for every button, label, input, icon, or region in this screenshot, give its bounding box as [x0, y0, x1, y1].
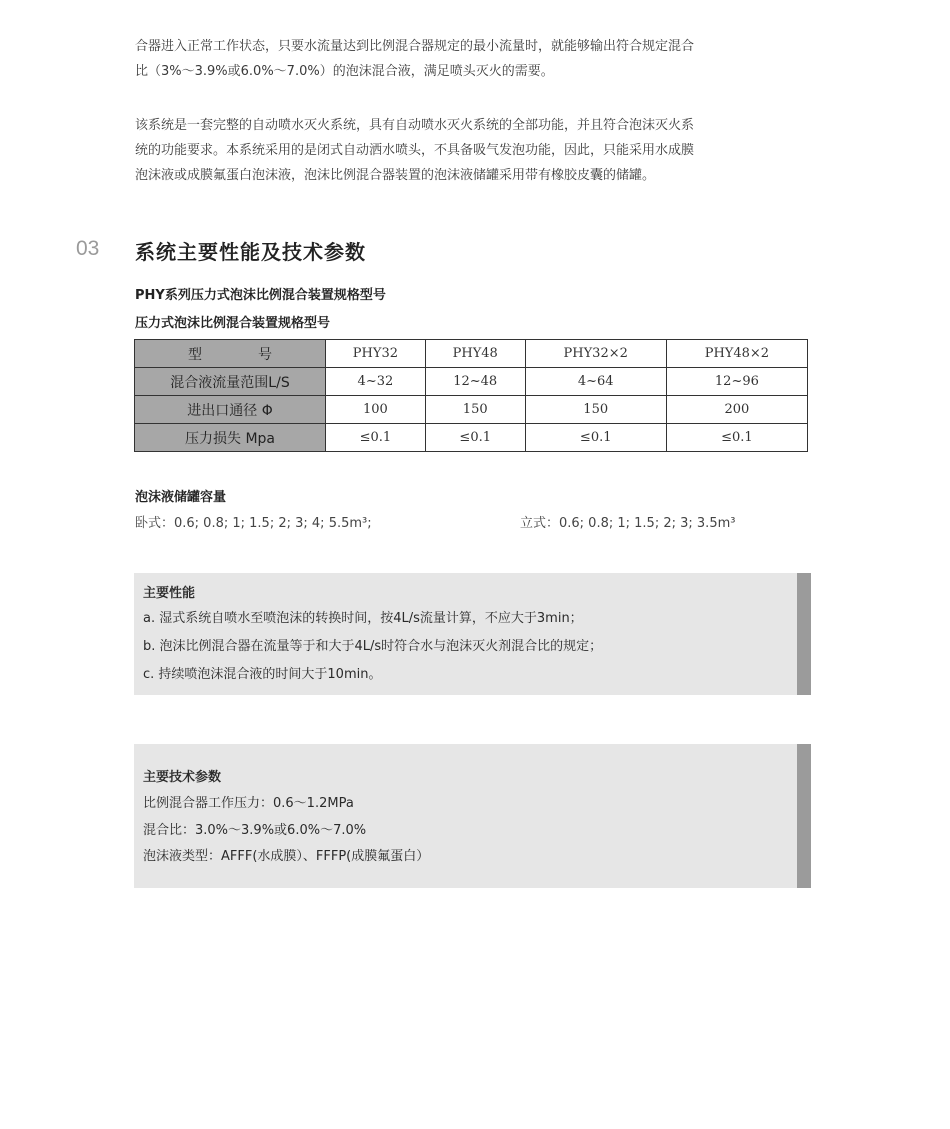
spec-table: [134, 339, 808, 452]
table-cell: PHY48×2: [666, 340, 807, 368]
performance-title: 主要性能: [143, 586, 196, 601]
parameters-item: 比例混合器工作压力：0.6～1.2MPa: [143, 796, 354, 811]
parameters-item: 混合比：3.0%～3.9%或6.0%～7.0%: [143, 823, 367, 838]
table-cell: 4~32: [326, 368, 426, 396]
section-number: 03: [76, 237, 100, 260]
table-row: [135, 424, 808, 452]
subheading-series: PHY系列压力式泡沫比例混合装置规格型号: [135, 288, 386, 303]
table-cell: PHY48: [425, 340, 525, 368]
row-header: 压力损失 Mpa: [135, 424, 326, 452]
performance-box: [134, 573, 811, 695]
table-cell: 150: [425, 396, 525, 424]
table-cell: ≤0.1: [525, 424, 666, 452]
subheading-table: 压力式泡沫比例混合装置规格型号: [135, 316, 331, 331]
parameters-item: 泡沫液类型：AFFF(水成膜）、FFFP(成膜氟蛋白）: [143, 849, 430, 864]
table-row: [135, 368, 808, 396]
row-header: 型 号: [135, 340, 326, 368]
table-cell: 150: [525, 396, 666, 424]
intro-line: 合器进入正常工作状态，只要水流量达到比例混合器规定的最小流量时，就能够输出符合规定混合: [135, 39, 695, 54]
table-cell: 200: [666, 396, 807, 424]
tank-horizontal-capacities: 卧式：0.6; 0.8; 1; 1.5; 2; 3; 4; 5.5m³;: [135, 516, 372, 531]
table-cell: PHY32×2: [525, 340, 666, 368]
table-cell: ≤0.1: [425, 424, 525, 452]
box-accent-bar: [797, 573, 811, 695]
table-cell: 12~48: [425, 368, 525, 396]
tank-capacity-title: 泡沫液储罐容量: [135, 490, 227, 505]
table-cell: ≤0.1: [326, 424, 426, 452]
performance-item: b. 泡沫比例混合器在流量等于和大于4L/s时符合水与泡沫灭火剂混合比的规定；: [143, 639, 603, 654]
row-header: 混合液流量范围L/S: [135, 368, 326, 396]
intro-line: 统的功能要求。本系统采用的是闭式自动洒水喷头，不具备吸气发泡功能，因此，只能采用水成膜: [135, 143, 695, 158]
section-title: 系统主要性能及技术参数: [135, 240, 366, 264]
performance-item: a. 湿式系统自喷水至喷泡沫的转换时间，按4L/s流量计算，不应大于3min；: [143, 611, 583, 626]
table-cell: PHY32: [326, 340, 426, 368]
intro-line: 比（3%～3.9%或6.0%～7.0%）的泡沫混合液，满足喷头灭火的需要。: [135, 64, 554, 79]
table-cell: 4~64: [525, 368, 666, 396]
row-header: 进出口通径 Φ: [135, 396, 326, 424]
intro-paragraph-1: [135, 34, 815, 84]
box-accent-bar: [797, 744, 811, 888]
table-cell: ≤0.1: [666, 424, 807, 452]
table-row: [135, 396, 808, 424]
intro-line: 泡沫液或成膜氟蛋白泡沫液，泡沫比例混合器装置的泡沫液储罐采用带有橡胶皮囊的储罐。: [135, 168, 656, 183]
intro-line: 该系统是一套完整的自动喷水灭火系统，具有自动喷水灭火系统的全部功能，并且符合泡沫灭火系: [135, 118, 695, 133]
parameters-box: [134, 744, 811, 888]
performance-item: c. 持续喷泡沫混合液的时间大于10min。: [143, 667, 382, 682]
table-cell: 12~96: [666, 368, 807, 396]
tank-vertical-capacities: 立式：0.6; 0.8; 1; 1.5; 2; 3; 3.5m³: [520, 516, 736, 531]
table-row: [135, 340, 808, 368]
intro-paragraph-2: [135, 113, 815, 188]
table-cell: 100: [326, 396, 426, 424]
parameters-title: 主要技术参数: [143, 770, 222, 785]
